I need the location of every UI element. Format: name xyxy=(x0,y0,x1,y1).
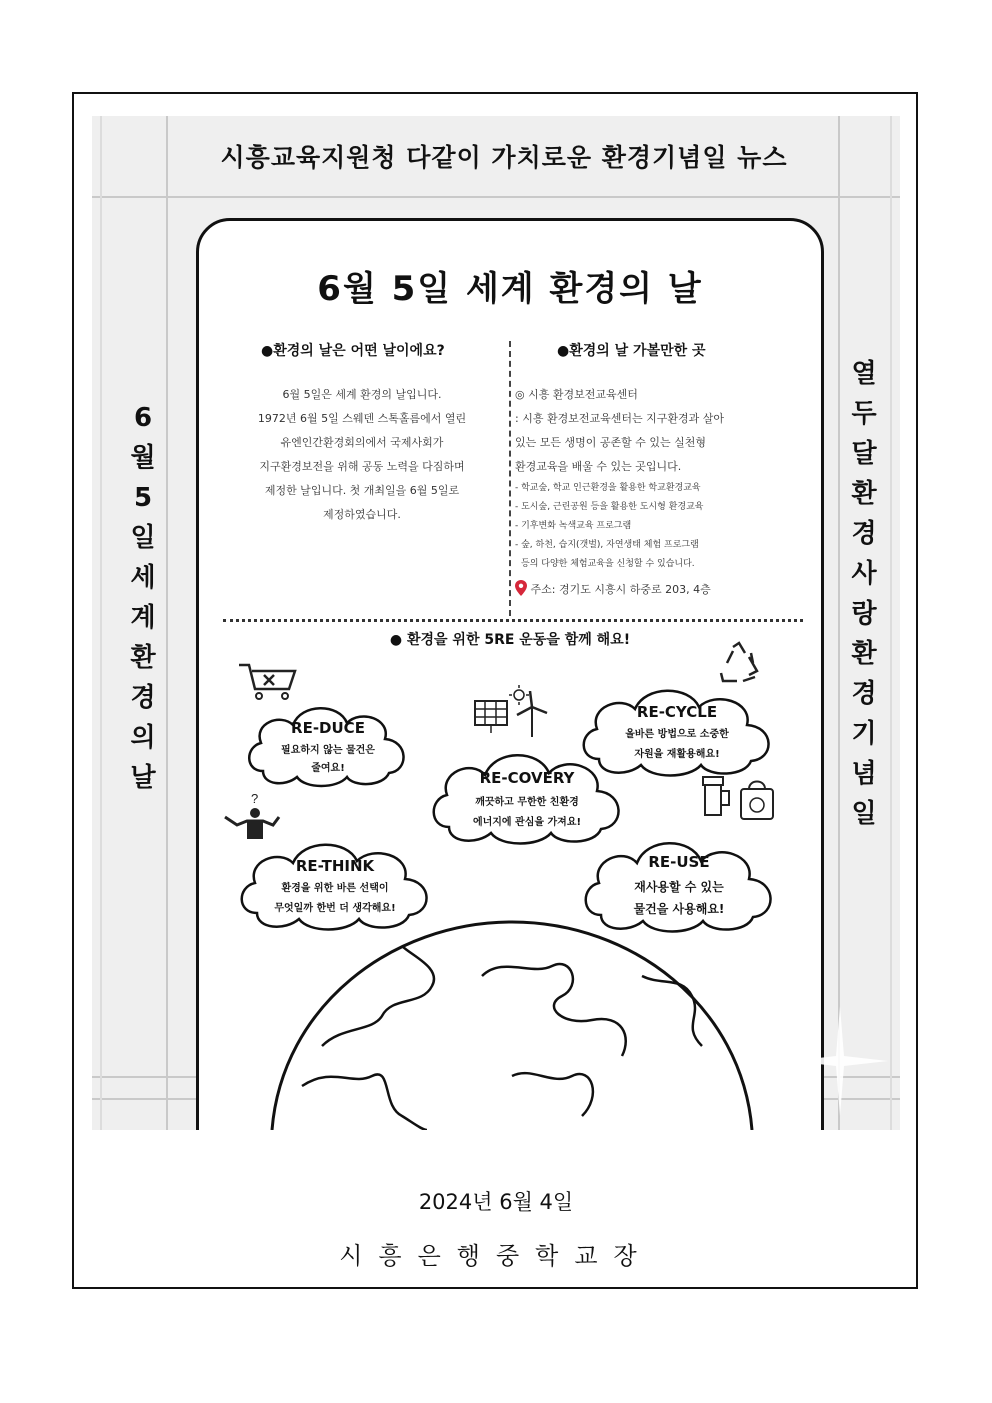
paragraph-line: 제정한 날입니다. 첫 개최일을 6월 5일로 xyxy=(264,484,460,497)
earth-icon xyxy=(262,916,762,1130)
paragraph-line: 있는 모든 생명이 공존할 수 있는 실천형 xyxy=(515,436,706,449)
paragraph-line: ◎ 시흥 환경보전교육센터 xyxy=(515,388,638,401)
vertical-char: 일 xyxy=(851,799,877,829)
bullet-item: - 도시숲, 근린공원 등을 활용한 도시형 환경교육 xyxy=(515,502,704,512)
card-title: 6월 5일 세계 환경의 날 xyxy=(317,269,703,309)
cloud-title: RE-CYCLE xyxy=(636,703,718,721)
cloud-title: RE-COVERY xyxy=(479,769,575,787)
cloud-title: RE-USE xyxy=(648,853,710,871)
movement-divider xyxy=(223,619,803,622)
eco-bag-icon xyxy=(737,777,777,823)
vertical-char: 세 xyxy=(130,563,156,593)
bullet-item: - 숲, 하천, 습지(갯벌), 자연생태 체험 프로그램 xyxy=(515,540,699,550)
vertical-char: 경 xyxy=(851,519,877,549)
vertical-char: 경 xyxy=(851,679,877,709)
vertical-char: 월 xyxy=(130,443,156,473)
right-section-heading: ●환경의 날 가볼만한 곳 xyxy=(557,343,706,359)
left-section-heading: ●환경의 날은 어떤 날이에요? xyxy=(261,343,445,359)
location-pin-icon xyxy=(515,580,527,596)
movement-heading: ● 환경을 위한 5RE 운동을 함께 해요! xyxy=(389,632,631,648)
address-text: 주소: 경기도 시흥시 하중로 203, 4층 xyxy=(530,583,711,596)
banner-title: 시흥교육지원청 다같이 가치로운 환경기념일 뉴스 xyxy=(220,143,788,172)
environment-day-poster xyxy=(92,116,900,1130)
bullet-item: - 기후변화 녹색교육 프로그램 xyxy=(515,521,632,531)
paragraph-line: 1972년 6월 5일 스웨덴 스톡홀름에서 열린 xyxy=(257,412,467,425)
vertical-char: 기 xyxy=(851,719,877,749)
cloud-line: 물건을 사용해요! xyxy=(633,902,725,916)
cloud-reduce xyxy=(243,691,413,791)
vertical-char: 환 xyxy=(851,479,877,509)
vertical-char: 두 xyxy=(851,399,877,429)
vertical-char: 달 xyxy=(851,439,877,469)
paragraph-line: 환경교육을 배울 수 있는 곳입니다. xyxy=(515,460,682,473)
bullet-list xyxy=(515,479,805,574)
bullet-item: 등의 다양한 체험교육을 신청할 수 있습니다. xyxy=(521,559,695,569)
cloud-title: RE-DUCE xyxy=(291,719,365,737)
cloud-line: 올바른 방법으로 소중한 xyxy=(625,729,729,740)
vertical-char: 랑 xyxy=(851,599,877,629)
cloud-line: 무엇일까 한번 더 생각해요! xyxy=(274,903,396,914)
vertical-char: 5 xyxy=(133,483,153,513)
cloud-line: 깨끗하고 무한한 친환경 xyxy=(475,797,579,808)
section-divider xyxy=(509,341,511,616)
cloud-line: 줄여요! xyxy=(311,763,345,774)
vertical-char: 의 xyxy=(130,723,156,753)
left-section-text xyxy=(225,383,499,527)
paragraph-line: 제정하였습니다. xyxy=(323,508,401,521)
wind-turbine-icon xyxy=(513,691,551,737)
left-vertical-title xyxy=(119,398,167,798)
vertical-char: 일 xyxy=(130,523,156,553)
paragraph-line: 유엔인간환경회의에서 국제사회가 xyxy=(280,436,444,449)
address-line xyxy=(515,578,805,602)
vertical-char: 6 xyxy=(133,403,153,433)
sparkle-icon xyxy=(792,1006,888,1116)
vertical-char: 경 xyxy=(130,683,156,713)
paragraph-line: 6월 5일은 세계 환경의 날입니다. xyxy=(282,388,442,401)
cloud-line: 에너지에 관심을 가져요! xyxy=(472,817,582,828)
vertical-char: 사 xyxy=(851,559,877,589)
vertical-char: 열 xyxy=(851,359,877,389)
right-vertical-title xyxy=(840,354,888,834)
school-principal: 시흥은행중학교장 xyxy=(339,1242,653,1270)
cloud-line: 자원을 재활용해요! xyxy=(634,749,720,760)
cloud-line: 필요하지 않는 물건은 xyxy=(281,745,375,756)
cloud-line: 환경을 위한 바른 선택이 xyxy=(281,883,389,894)
paragraph-line: : 시흥 환경보전교육센터는 지구환경과 살아 xyxy=(515,412,724,425)
paragraph-line: 지구환경보전을 위해 공동 노력을 다짐하며 xyxy=(259,460,465,473)
vertical-char: 념 xyxy=(851,759,877,789)
cloud-title: RE-THINK xyxy=(295,857,375,875)
right-section-text xyxy=(515,383,805,602)
vertical-char: 날 xyxy=(130,763,156,793)
svg-text:?: ? xyxy=(251,791,259,806)
bullet-item: - 학교숲, 학교 인근환경을 활용한 학교환경교육 xyxy=(515,483,701,493)
document-date: 2024년 6월 4일 xyxy=(418,1190,574,1214)
vertical-char: 계 xyxy=(130,603,156,633)
cloud-line: 재사용할 수 있는 xyxy=(634,880,724,894)
vertical-char: 환 xyxy=(130,643,156,673)
vertical-char: 환 xyxy=(851,639,877,669)
